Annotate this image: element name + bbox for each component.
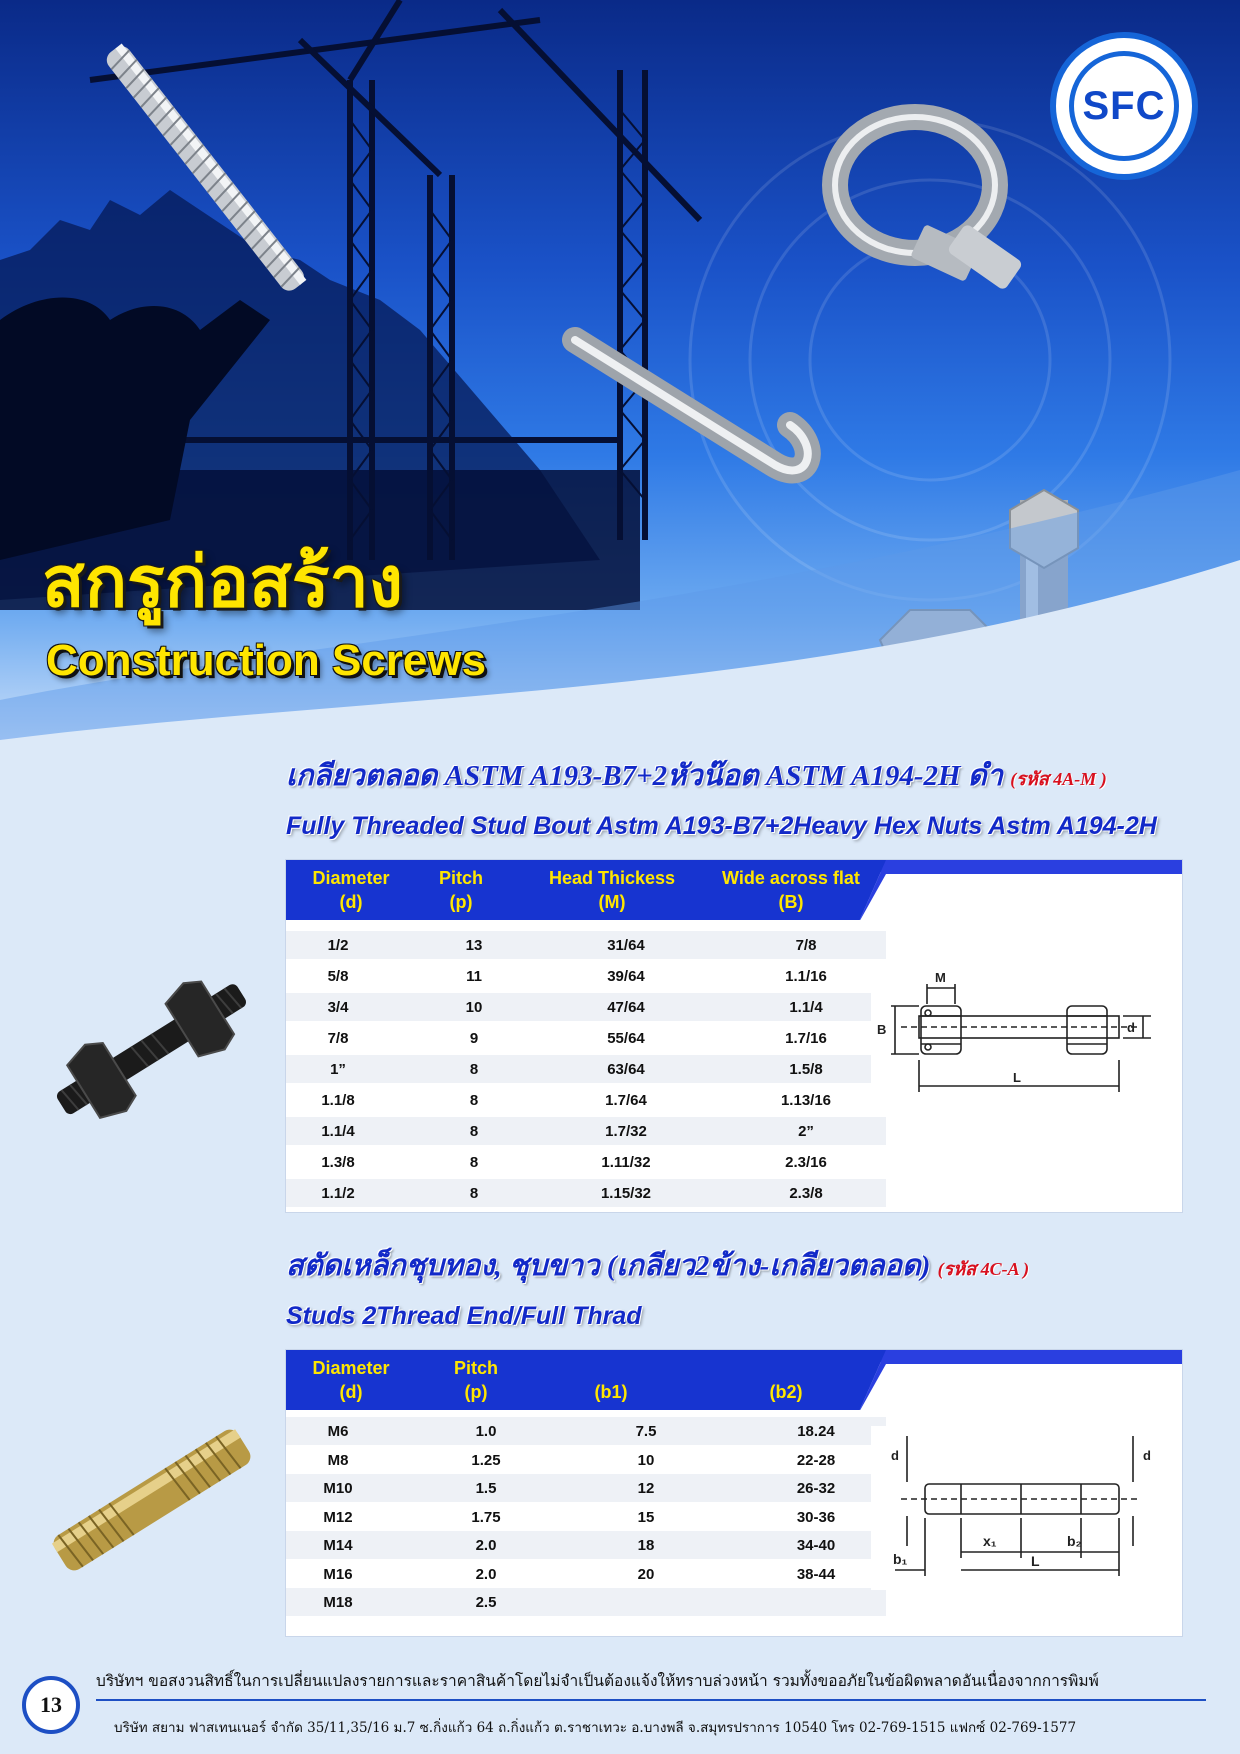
- diagram2-x1-label: x₁: [983, 1533, 997, 1549]
- table-cell: 1.5: [475, 1480, 497, 1497]
- diagram2-l-label: L: [1031, 1553, 1040, 1569]
- s1-col-pitch: [406, 866, 516, 914]
- stud-bolt-nut-diagram: [871, 968, 1171, 1108]
- table-cell: 3/4: [327, 999, 349, 1016]
- s1-col-wide-across-flat-label: Wide across flat: [722, 868, 860, 888]
- diagram1-l-label: L: [1013, 1070, 1021, 1085]
- table-cell: 12: [637, 1480, 655, 1497]
- table-cell: 1.1/8: [321, 1092, 355, 1109]
- table-cell: 2.0: [475, 1565, 497, 1583]
- section1-heading-thai: [286, 752, 1107, 798]
- table-cell: M12: [323, 1508, 353, 1526]
- s1-col-wide-across-flat-symbol: (B): [778, 892, 804, 912]
- s2-col-b1: [556, 1356, 666, 1404]
- table-cell: 1.1/4: [789, 999, 823, 1016]
- disclaimer-notice: บริษัทฯ ขอสงวนสิทธิ์ในการเปลี่ยนแปลงรายการและราคาสินค้าโดยไม่จำเป็นต้องแจ้งให้ทราบล่วงหน้า รวมทั้งขออภัยในข้อผิดพลาดอันเนื่องจากการพิมพ์: [96, 1672, 1099, 1690]
- section1-product-code: (รหัส 4A-M ): [1010, 769, 1107, 789]
- diagram2-b1-label: b₁: [893, 1551, 908, 1567]
- table-cell: M16: [323, 1565, 353, 1583]
- page-number: 13: [22, 1676, 80, 1734]
- table-cell: 1.1/2: [321, 1185, 355, 1202]
- table-cell: 1.5/8: [789, 1061, 823, 1078]
- table-cell: 1.7/16: [785, 1030, 827, 1047]
- diagram2-b2-label: b₂: [1067, 1533, 1082, 1549]
- table-cell: 1.0: [475, 1423, 497, 1440]
- section1-spec-table: [286, 860, 1182, 1212]
- table-cell: 26-32: [796, 1480, 836, 1497]
- section1-heading-thai-text: เกลียวตลอด ASTM A193-B7+2หัวน๊อต ASTM A194-2H ดำ: [286, 760, 1003, 792]
- table-cell: 8: [469, 1123, 479, 1140]
- table-cell: 63/64: [607, 1061, 645, 1078]
- s1-col-wide-across-flat: [706, 866, 876, 914]
- table-cell: 7.5: [635, 1423, 657, 1440]
- section2-heading-thai: [286, 1242, 1029, 1288]
- table-cell: M18: [323, 1594, 353, 1611]
- table-cell: 7/8: [795, 937, 817, 954]
- s2-col-pitch-symbol: (p): [464, 1382, 488, 1402]
- table-cell: 5/8: [327, 968, 349, 985]
- s2-col-b1-symbol: (b1): [594, 1382, 628, 1402]
- table-cell: 39/64: [607, 968, 645, 985]
- table-cell: M10: [323, 1480, 353, 1497]
- s2-col-diameter-label: Diameter: [312, 1358, 390, 1378]
- s2-col-diameter: [286, 1356, 416, 1404]
- diagram2-d-right-label: d: [1143, 1448, 1151, 1463]
- section2-heading-thai-text: สตัดเหล็กชุบทอง, ชุบขาว (เกลียว2ข้าง-เกลียวตลอด): [286, 1250, 931, 1282]
- sfc-logo: [1050, 32, 1198, 180]
- diagram1-m-label: M: [935, 970, 946, 985]
- s1-col-pitch-label: Pitch: [438, 868, 483, 888]
- table-cell: 18: [637, 1537, 655, 1554]
- s2-col-b2-label: [726, 1356, 846, 1380]
- table-cell: M8: [327, 1451, 349, 1469]
- logo-text: SFC: [1082, 83, 1166, 128]
- table-cell: 8: [469, 1092, 479, 1109]
- diagram1-d-label: d: [1127, 1020, 1135, 1035]
- table-cell: 2.3/8: [789, 1185, 823, 1202]
- black-stud-bolt-image: [36, 960, 268, 1140]
- table-cell: 18.24: [797, 1423, 835, 1440]
- s1-col-head-thickness: [522, 866, 702, 914]
- page-title-thai: สกรูก่อสร้าง: [42, 545, 403, 622]
- table-cell: 1/2: [327, 937, 349, 954]
- table-cell: 34-40: [796, 1537, 836, 1554]
- table-cell: 13: [465, 937, 483, 954]
- table-cell: 1.3/8: [321, 1154, 355, 1171]
- table-cell: 11: [466, 968, 482, 985]
- table-cell: M14: [323, 1537, 353, 1554]
- s1-col-pitch-symbol: (p): [449, 892, 473, 912]
- table-cell: 1.75: [471, 1508, 501, 1526]
- s1-col-head-thickness-symbol: (M): [598, 892, 626, 912]
- section2-spec-table: [286, 1350, 1182, 1636]
- s1-col-head-thickness-label: Head Thickess: [548, 868, 676, 888]
- table-cell: 9: [469, 1030, 479, 1047]
- table-cell: 30-36: [796, 1508, 836, 1526]
- table-cell: 15: [637, 1508, 655, 1526]
- gold-stud-image: [40, 1420, 264, 1580]
- table-cell: 8: [469, 1061, 479, 1078]
- table-cell: 1.13/16: [780, 1092, 832, 1109]
- s2-col-b2-symbol: (b2): [769, 1382, 803, 1402]
- table-cell: 2.3/16: [785, 1154, 827, 1171]
- hero-banner: [0, 0, 1240, 760]
- logo-ring: [1069, 51, 1179, 161]
- s2-col-pitch-label: Pitch: [453, 1358, 498, 1378]
- section1-heading-english: Fully Threaded Stud Bout Astm A193-B7+2Heavy Hex Nuts Astm A194-2H: [286, 812, 1157, 840]
- s2-col-pitch: [426, 1356, 526, 1404]
- table-cell: 8: [469, 1185, 479, 1202]
- section2-heading-english: Studs 2Thread End/Full Thrad: [286, 1302, 642, 1330]
- table-cell: 38-44: [796, 1565, 836, 1583]
- table-cell: 1.1/4: [321, 1123, 355, 1140]
- table-cell: 1.1/16: [785, 968, 827, 985]
- table-cell: 1.15/32: [600, 1185, 652, 1202]
- s1-col-diameter: [286, 866, 416, 914]
- table-cell: 1.7/64: [605, 1092, 647, 1109]
- s1-col-diameter-label: Diameter: [312, 868, 390, 888]
- table-cell: 22-28: [796, 1451, 836, 1469]
- section2-product-code: (รหัส 4C-A ): [937, 1259, 1030, 1279]
- diagram2-d-left-label: d: [891, 1448, 899, 1463]
- table-cell: 10: [465, 999, 483, 1016]
- table-cell: 10: [637, 1451, 655, 1469]
- table-cell: M6: [327, 1423, 349, 1440]
- table-cell: 20: [637, 1565, 655, 1583]
- table-cell: 55/64: [607, 1030, 645, 1047]
- table-cell: 2.0: [475, 1537, 497, 1554]
- s2-col-b1-label: [556, 1356, 666, 1380]
- s2-col-b2: [726, 1356, 846, 1404]
- table-cell: 2.5: [475, 1594, 497, 1611]
- table-cell: 1”: [330, 1061, 346, 1078]
- diagram1-b-label: B: [877, 1022, 887, 1037]
- table-cell: 2”: [798, 1123, 814, 1140]
- s1-col-diameter-symbol: (d): [339, 892, 363, 912]
- table-cell: 47/64: [607, 999, 645, 1016]
- page-title-english: Construction Screws: [46, 636, 487, 685]
- double-end-stud-diagram: [871, 1426, 1171, 1590]
- table-cell: 7/8: [327, 1030, 349, 1047]
- table-cell: 1.11/32: [601, 1154, 651, 1171]
- table-cell: 1.7/32: [605, 1123, 647, 1140]
- footer-divider: [96, 1699, 1206, 1701]
- s2-col-diameter-symbol: (d): [339, 1382, 363, 1402]
- table-cell: 31/64: [607, 937, 645, 954]
- table-cell: 1.25: [471, 1451, 501, 1469]
- table-cell: 8: [469, 1154, 479, 1171]
- company-address: บริษัท สยาม ฟาสเทนเนอร์ จำกัด 35/11,35/16 ม.7 ซ.กิ่งแก้ว 64 ถ.กิ่งแก้ว ต.ราชาเทวะ อ.บางพลี จ.สมุทรปราการ 10540 โทร 02-769-1515 แฟกซ์ 02-769-1577: [114, 1720, 1077, 1736]
